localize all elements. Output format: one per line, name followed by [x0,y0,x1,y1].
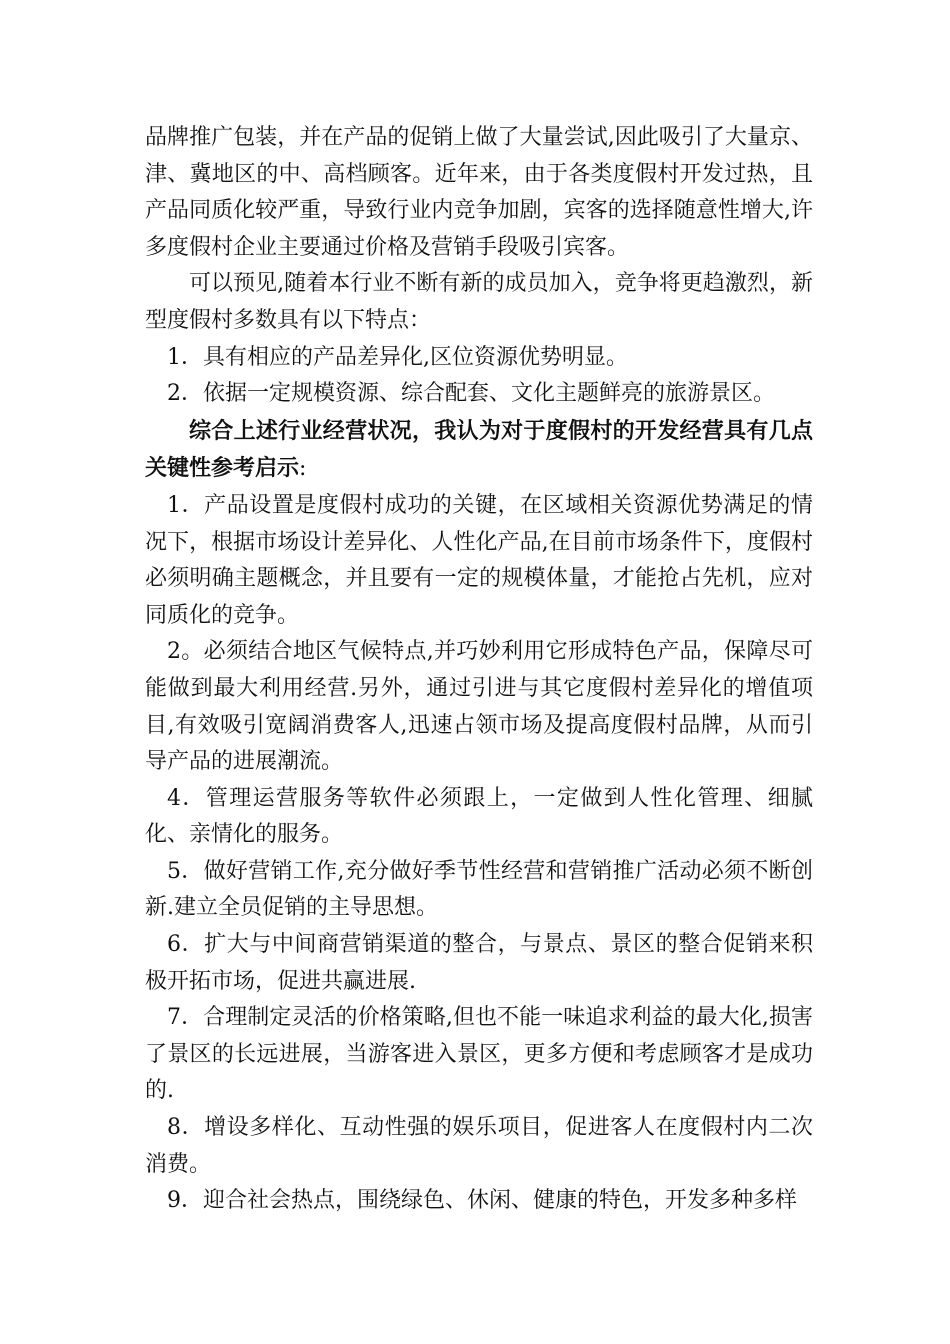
list-item-insight-1: 1．产品设置是度假村成功的关键，在区域相关资源优势满足的情况下，根据市场设计差异化、人性化产品,在目前市场条件下，度假村必须明确主题概念，并且要有一定的规模体量，才能抢占先机，应对同质化的竞争。 [145,492,813,628]
list-item-insight-8: 8．增设多样化、互动性强的娱乐项目，促进客人在度假村内二次消费。 [145,1115,813,1177]
document-body [145,120,813,1220]
list-item-insight-9: 9．迎合社会热点，围绕绿色、休闲、健康的特色，开发多种多样 [167,1188,797,1214]
list-item-feature-2: 2．依据一定规模资源、综合配套、文化主题鲜亮的旅游景区。 [167,381,775,407]
list-item-insight-2: 2。必须结合地区气候特点,并巧妙利用它形成特色产品，保障尽可能做到最大利用经营.另外，通过引进与其它度假村差异化的增值项目,有效吸引宽阔消费客人,迅速占领市场及提高度假村品牌，从而引导产品的进展潮流。 [145,639,813,775]
list-item-insight-5: 5．做好营销工作,充分做好季节性经营和营销推广活动必须不断创新.建立全员促销的主导思想。 [145,858,813,921]
list-item-insight-6: 6．扩大与中间商营销渠道的整合，与景点、景区的整合促销来积极开拓市场，促进共赢进展. [145,932,813,994]
summary-heading-colon: : [299,456,307,482]
paragraph-summary-heading [145,413,813,488]
list-item-insight-7: 7．合理制定灵活的价格策略,但也不能一味追求利益的最大化,损害了景区的长远进展，当游客进入景区，更多方便和考虑顾客才是成功的. [145,1005,813,1104]
paragraph-intro: 品牌推广包装，并在产品的促销上做了大量尝试,因此吸引了大量京、津、冀地区的中、高档顾客。近年来，由于各类度假村开发过热，且产品同质化较严重，导致行业内竞争加剧，宾客的选择随意性增大,许多度假村企业主要通过价格及营销手段吸引宾客。 [145,125,813,260]
list-item-feature-1: 1．具有相应的产品差异化,区位资源优势明显。 [167,344,628,370]
paragraph-forecast: 可以预见,随着本行业不断有新的成员加入，竞争将更趋激烈，新型度假村多数具有以下特点： [145,271,813,333]
summary-heading-bold: 综合上述行业经营状况，我认为对于度假村的开发经营具有几点关键性参考启示 [145,417,813,482]
list-item-insight-4: 4．管理运营服务等软件必须跟上，一定做到人性化管理、细腻化、亲情化的服务。 [145,785,813,848]
